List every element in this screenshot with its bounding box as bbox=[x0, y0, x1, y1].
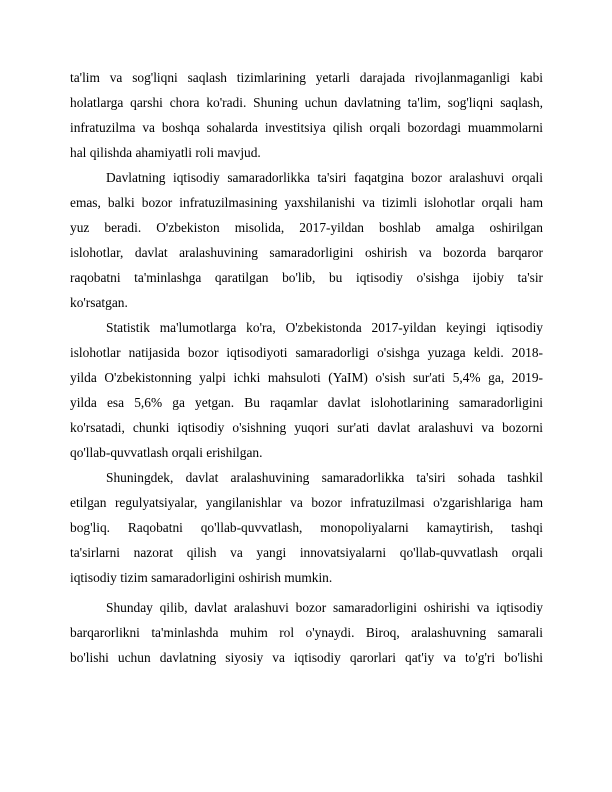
paragraph-5-line-2: barqarorlikni ta'minlashda muhim rol o'ynaydi. Biroq, aralashuvning samarali bbox=[70, 625, 543, 640]
paragraph-3-line-5: ko'rsatadi, chunki iqtisodiy o'sishning yuqori sur'ati davlat aralashuvi va bozorni bbox=[70, 420, 543, 435]
paragraph-4-line-3: bog'liq. Raqobatni qo'llab-quvvatlash, monopoliyalarni kamaytirish, tashqi bbox=[70, 520, 543, 535]
paragraph-3-line-2: islohotlar natijasida bozor iqtisodiyoti samaradorligi o'sishga yuzaga keldi. 2018- bbox=[70, 345, 543, 360]
paragraph-2-line-5: raqobatni ta'minlashga qaratilgan bo'lib, bu iqtisodiy o'sishga ijobiy ta'sir bbox=[70, 270, 543, 285]
paragraph-4-line-4: ta'sirlarni nazorat qilish va yangi innovatsiyalarni qo'llab-quvvatlash orqali bbox=[70, 545, 543, 560]
paragraph-2-line-1: Davlatning iqtisodiy samaradorlikka ta'siri faqatgina bozor aralashuvi orqali bbox=[106, 170, 543, 185]
paragraph-3-line-1: Statistik ma'lumotlarga ko'ra, O'zbekistonda 2017-yildan keyingi iqtisodiy bbox=[106, 320, 543, 335]
paragraph-3-line-3: yilda O'zbekistonning yalpi ichki mahsuloti (YaIM) o'sish sur'ati 5,4% ga, 2019- bbox=[70, 370, 543, 385]
paragraph-1-line-4: hal qilishda ahamiyatli roli mavjud. bbox=[70, 145, 261, 160]
paragraph-1-line-2: holatlarga qarshi chora ko'radi. Shuning uchun davlatning ta'lim, sog'liqni saqlash, bbox=[70, 95, 543, 110]
paragraph-5-line-1: Shunday qilib, davlat aralashuvi bozor samaradorligini oshirishi va iqtisodiy bbox=[106, 600, 543, 615]
paragraph-2-line-2: emas, balki bozor infratuzilmasining yaxshilanishi va tizimli islohotlar orqali ham bbox=[70, 195, 543, 210]
paragraph-1-line-3: infratuzilma va boshqa sohalarda investitsiya qilish orqali bozordagi muammolarni bbox=[70, 120, 543, 135]
paragraph-2-line-4: islohotlar, davlat aralashuvining samaradorligini oshirish va bozorda barqaror bbox=[70, 245, 543, 260]
paragraph-3-line-6: qo'llab-quvvatlash orqali erishilgan. bbox=[70, 445, 263, 460]
paragraph-4-line-2: etilgan regulyatsiyalar, yangilanishlar va bozor infratuzilmasi o'zgarishlariga ham bbox=[70, 495, 543, 510]
paragraph-5-line-3: bo'lishi uchun davlatning siyosiy va iqtisodiy qarorlari qat'iy va to'g'ri bo'lishi bbox=[70, 650, 543, 665]
paragraph-3-line-4: yilda esa 5,6% ga yetgan. Bu raqamlar davlat islohotlarining samaradorligini bbox=[70, 395, 543, 410]
paragraph-2-line-6: ko'rsatgan. bbox=[70, 295, 128, 310]
paragraph-2-line-3: yuz beradi. O'zbekiston misolida, 2017-yildan boshlab amalga oshirilgan bbox=[70, 220, 543, 235]
paragraph-4-line-5: iqtisodiy tizim samaradorligini oshirish mumkin. bbox=[70, 570, 333, 585]
paragraph-4-line-1: Shuningdek, davlat aralashuvining samaradorlikka ta'siri sohada tashkil bbox=[106, 470, 543, 485]
paragraph-1-line-1: ta'lim va sog'liqni saqlash tizimlarining yetarli darajada rivojlanmaganligi kabi bbox=[70, 70, 543, 85]
